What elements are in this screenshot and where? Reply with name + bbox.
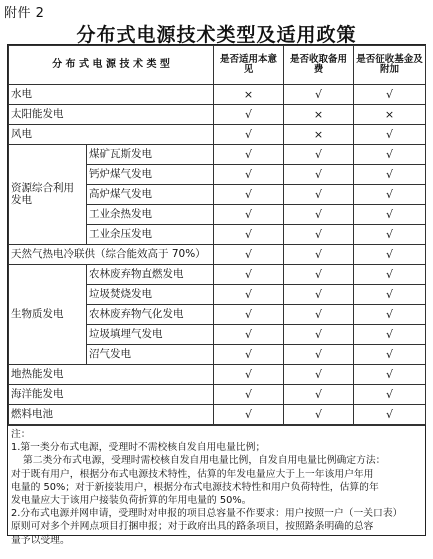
row-subcategory: 沼气发电 [87,345,214,365]
applicable-mark: √ [214,165,284,185]
note-line: 1.第一类分布式电源，受理时不需校核自发自用电量比例； [11,442,266,454]
applicable-mark: √ [214,385,284,405]
applicable-mark: √ [214,225,284,245]
note-line: 注： [11,429,31,440]
standby-fee-mark: √ [284,225,354,245]
table-row [9,385,426,405]
row-subcategory: 垃圾焚烧发电 [87,285,214,305]
table-row [9,125,426,145]
row-subcategory: 工业余热发电 [87,205,214,225]
fund-surcharge-mark: √ [354,165,426,185]
row-subcategory: 煤矿瓦斯发电 [87,145,214,165]
standby-fee-mark: √ [284,325,354,345]
fund-surcharge-mark: √ [354,245,426,265]
standby-fee-mark: √ [284,405,354,425]
applicable-mark: √ [214,145,284,165]
fund-surcharge-mark: √ [354,345,426,365]
table-row [9,245,426,265]
standby-fee-mark: × [284,125,354,145]
header-tech-type: 分 布 式 电 源 技 术 类 型 [9,46,214,85]
policy-table-sheet [7,44,426,546]
table-row [9,365,426,385]
fund-surcharge-mark: √ [354,405,426,425]
table-row [9,265,426,285]
applicable-mark: × [214,85,284,105]
row-category: 太阳能发电 [9,105,214,125]
fund-surcharge-mark: √ [354,285,426,305]
fund-surcharge-mark: √ [354,265,426,285]
standby-fee-mark: √ [284,85,354,105]
fund-surcharge-mark: √ [354,145,426,165]
fund-surcharge-mark: √ [354,225,426,245]
header-standby-fee: 是否收取备用费 [284,46,354,85]
standby-fee-mark: √ [284,365,354,385]
row-subcategory: 高炉煤气发电 [87,185,214,205]
note-line: 量予以受理。 [11,534,70,546]
attachment-label: 附件 2 [4,6,45,21]
fund-surcharge-mark: √ [354,185,426,205]
row-category: 天然气热电冷联供（综合能效高于 70%） [9,245,214,265]
fund-surcharge-mark: × [354,105,426,125]
note-line: 对于既有用户，根据分布式电源技术特性，估算的年发电量应大于上一年该用户年用 [11,468,374,480]
applicable-mark: √ [214,325,284,345]
standby-fee-mark: √ [284,305,354,325]
fund-surcharge-mark: √ [354,205,426,225]
fund-surcharge-mark: √ [354,305,426,325]
row-subcategory: 垃圾填埋气发电 [87,325,214,345]
applicable-mark: √ [214,365,284,385]
standby-fee-mark: √ [284,185,354,205]
header-fund-surcharge: 是否征收基金及附加 [354,46,426,85]
standby-fee-mark: √ [284,145,354,165]
table-header-row [9,46,426,85]
standby-fee-mark: √ [284,245,354,265]
row-category: 水电 [9,85,214,105]
standby-fee-mark: √ [284,205,354,225]
applicable-mark: √ [214,305,284,325]
row-category-merged: 生物质发电 [9,265,87,365]
row-category: 燃料电池 [9,405,214,425]
fund-surcharge-mark: √ [354,125,426,145]
document-title: 分布式电源技术类型及适用政策 [76,24,357,46]
note-line: 原则可对多个并网点项目打捆申报；对于政府出具的路条项目，按照路条明确的总容 [11,521,374,533]
row-subcategory: 农林废弃物气化发电 [87,305,214,325]
standby-fee-mark: × [284,105,354,125]
row-category-merged: 资源综合利用发电 [9,145,87,245]
standby-fee-mark: √ [284,345,354,365]
note-line: 2.分布式电源并网申请，受理时对申报的项目总容量不作要求：用户按照一户（一关口表） [11,508,403,520]
standby-fee-mark: √ [284,385,354,405]
applicable-mark: √ [214,125,284,145]
applicable-mark: √ [214,265,284,285]
applicable-mark: √ [214,405,284,425]
standby-fee-mark: √ [284,165,354,185]
applicable-mark: √ [214,345,284,365]
applicable-mark: √ [214,285,284,305]
table-row [9,405,426,425]
standby-fee-mark: √ [284,285,354,305]
note-line: 第二类分布式电源，受理时需校核自发自用电量比例，自发自用电量比例确定方法： [23,455,386,467]
table-row [9,85,426,105]
table-notes [8,425,425,546]
row-category: 地热能发电 [9,365,214,385]
fund-surcharge-mark: √ [354,365,426,385]
applicable-mark: √ [214,185,284,205]
row-subcategory: 钙炉煤气发电 [87,165,214,185]
table-row [9,145,426,165]
table-row [9,105,426,125]
note-line: 电量的 50%；对于新接装用户，根据分布式电源技术特性和用户负荷特性，估算的年 [11,481,379,493]
policy-table [8,45,426,425]
fund-surcharge-mark: √ [354,325,426,345]
row-category: 风电 [9,125,214,145]
header-applicable: 是否适用本意见 [214,46,284,85]
row-subcategory: 工业余压发电 [87,225,214,245]
note-line: 发电量应大于该用户接装负荷折算的年用电量的 50%。 [11,495,252,507]
applicable-mark: √ [214,105,284,125]
fund-surcharge-mark: √ [354,85,426,105]
row-subcategory: 农林废弃物直燃发电 [87,265,214,285]
row-category: 海洋能发电 [9,385,214,405]
standby-fee-mark: √ [284,265,354,285]
applicable-mark: √ [214,245,284,265]
fund-surcharge-mark: √ [354,385,426,405]
applicable-mark: √ [214,205,284,225]
